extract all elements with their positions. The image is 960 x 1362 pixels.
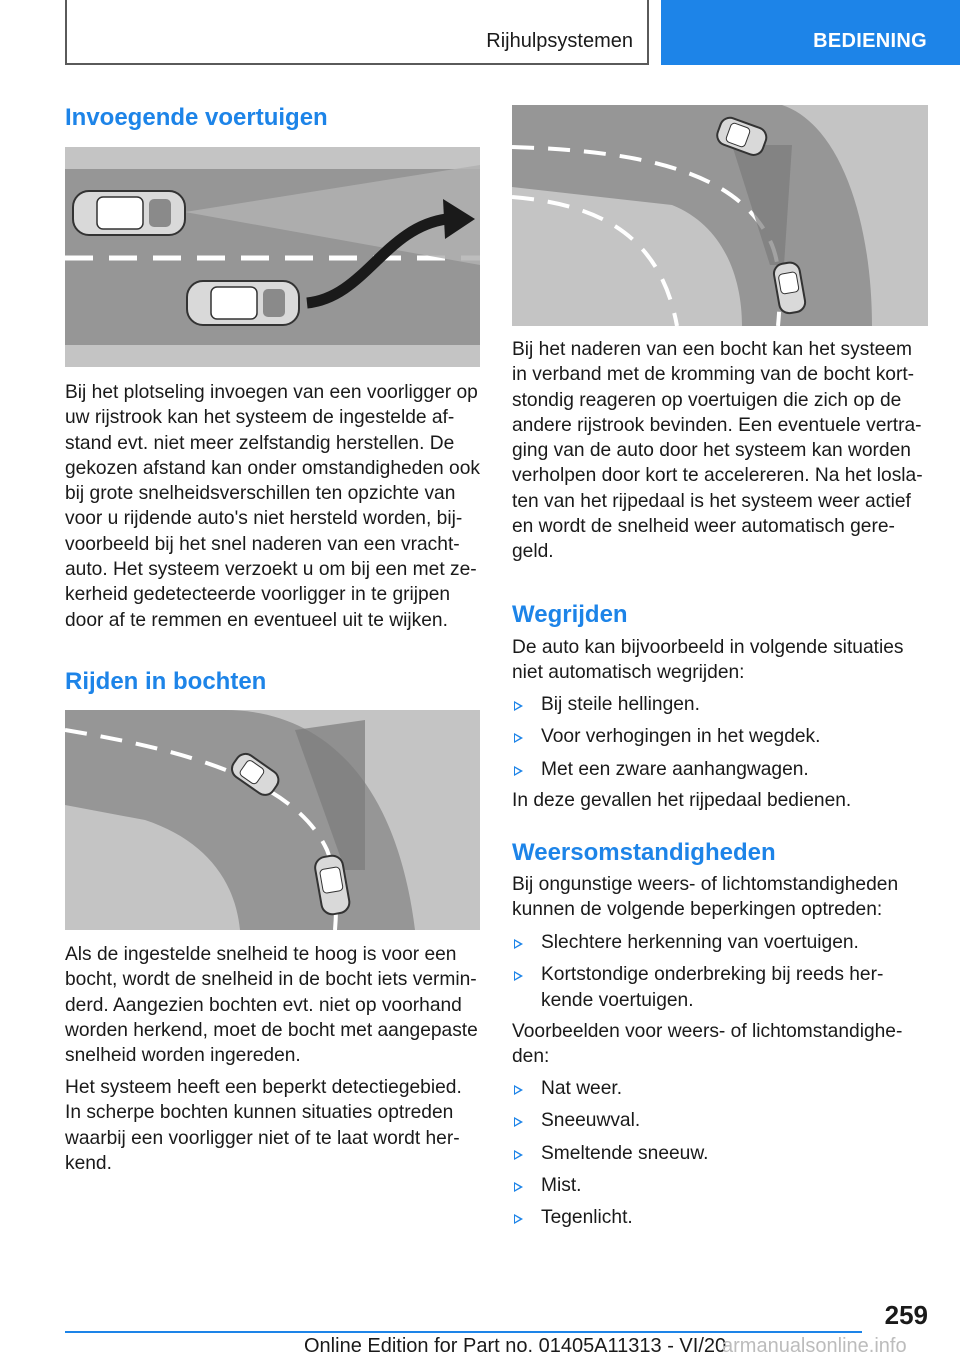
list-weather-limitations [512, 930, 883, 1020]
paragraph-weersomstandigheden [512, 872, 898, 923]
list-item [512, 692, 820, 717]
curve-illustration [65, 710, 480, 930]
heading-wegrijden: Wegrijden [512, 601, 628, 628]
line: Het systeem heeft een beperkt detectiegebied. [65, 1077, 462, 1098]
list-item [512, 1173, 708, 1198]
list-item [512, 1141, 708, 1166]
paragraph-wegrijden [512, 635, 903, 686]
line: gekozen afstand kan onder omstandigheden ook [65, 457, 480, 479]
line: door af te remmen en eventueel uit te wijken. [65, 609, 448, 631]
list-item-text: Voor verhogingen in het wegdek. [541, 726, 821, 748]
list-item [512, 930, 883, 955]
line: De auto kan bijvoorbeeld in volgende situaties [512, 637, 904, 658]
list-weather-examples [512, 1076, 708, 1237]
curve-other-lane-illustration [512, 105, 928, 326]
paragraph-voorbeelden [512, 1019, 902, 1070]
figure-curve-driving [65, 710, 480, 930]
line: ging van de auto door het systeem kan worden [512, 440, 911, 462]
line: andere rijstrook bevinden. Een eventuele vertra‐ [512, 414, 922, 436]
bullet-triangle-icon [514, 1117, 523, 1127]
section-title: Rijhulpsystemen [486, 30, 633, 52]
bullet-triangle-icon [514, 1085, 523, 1095]
line: auto. Het systeem verzoekt u om bij een met ze‐ [65, 559, 477, 581]
paragraph-other-lane [512, 337, 923, 565]
line: in verband met de kromming van de bocht kort‐ [512, 364, 915, 386]
footer-watermark: armanualsonline.info [722, 1335, 907, 1357]
paragraph-rijpedaal [512, 788, 851, 813]
line: snelheid worden ingereden. [65, 1045, 301, 1067]
line: In scherpe bochten kunnen situaties optreden [65, 1102, 454, 1124]
footer-edition-text: Online Edition for Part no. 01405A11313 - VI/20 [304, 1335, 727, 1357]
list-item-text: Slechtere herkenning van voertuigen. [541, 932, 859, 953]
running-header-chapter-tab [661, 0, 960, 65]
list-item-text: Kortstondige onderbreking bij reeds her‐ kende voertuigen. [541, 964, 884, 1011]
heading-weersomstandigheden: Weersomstandigheden [512, 839, 776, 866]
bullet-triangle-icon [514, 1150, 523, 1160]
paragraph-curve-speed [65, 942, 478, 1068]
bullet-triangle-icon [514, 701, 523, 711]
line: waarbij een voorligger niet of te laat wordt her‐ [65, 1127, 460, 1149]
footer-divider [65, 1331, 862, 1333]
line: ten van het rijpedaal is het systeem weer actief [512, 490, 911, 512]
line: kerheid gedetecteerde voorligger in te grijpen [65, 584, 451, 606]
line: Als de ingestelde snelheid te hoog is voor een [65, 944, 457, 965]
list-item [512, 1076, 708, 1101]
list-wegrijden-situations [512, 692, 820, 789]
line: Voorbeelden voor weers- of lichtomstandighe‐ [512, 1021, 903, 1042]
list-item [512, 1108, 708, 1133]
car-front-icon [73, 191, 185, 235]
line: kend. [65, 1152, 112, 1174]
line: uw rijstrook kan het systeem de ingestelde af‐ [65, 407, 455, 429]
heading-rijden-in-bochten: Rijden in bochten [65, 668, 267, 695]
line: Bij ongunstige weers- of lichtomstandigheden [512, 874, 899, 895]
paragraph-detection-range [65, 1075, 462, 1176]
bullet-triangle-icon [514, 1182, 523, 1192]
list-item-text: Sneeuwval. [541, 1110, 641, 1132]
line: voorbeeld bij het snel naderen van een vracht‐ [65, 533, 460, 555]
line: den: [512, 1046, 550, 1068]
bullet-triangle-icon [514, 766, 523, 776]
car-own-icon [187, 281, 299, 325]
list-item-text: Bij steile hellingen. [541, 694, 700, 715]
list-item-text: Tegenlicht. [541, 1207, 633, 1229]
line: worden herkend, moet de bocht met aangepaste [65, 1019, 478, 1041]
line: bij grote snelheidsverschillen ten opzichte van [65, 483, 456, 505]
list-item-text: Mist. [541, 1174, 582, 1196]
line: derd. Aangezien bochten evt. niet op voorhand [65, 994, 462, 1016]
line: Bij het plotseling invoegen van een voorligger op [65, 382, 478, 403]
list-item [512, 1205, 708, 1230]
bullet-triangle-icon [514, 1214, 523, 1224]
line: stand evt. niet meer zelfstandig herstellen. De [65, 432, 455, 454]
list-item-text: Smeltende sneeuw. [541, 1142, 709, 1164]
line: niet automatisch wegrijden: [512, 662, 745, 684]
line: Bij het naderen van een bocht kan het systeem [512, 339, 912, 360]
line: In deze gevallen het rijpedaal bedienen. [512, 790, 852, 811]
list-item [512, 962, 883, 1013]
list-item [512, 724, 820, 749]
line: kunnen de volgende beperkingen optreden: [512, 899, 883, 921]
bullet-triangle-icon [514, 733, 523, 743]
list-item [512, 757, 820, 782]
running-header-section [65, 0, 649, 65]
chapter-title: BEDIENING [813, 30, 927, 52]
figure-cut-in-vehicle [65, 147, 480, 367]
page-number: 259 [884, 1300, 928, 1330]
line: en wordt de snelheid weer automatisch gere‐ [512, 516, 895, 538]
bullet-triangle-icon [514, 971, 523, 981]
line: stondig reageren op voertuigen die zich op de [512, 389, 902, 411]
line: geld. [512, 541, 554, 563]
cut-in-illustration [65, 147, 480, 367]
line: voor u rijdende auto's niet hersteld worden, bij‐ [65, 508, 463, 530]
line: bocht, wordt de snelheid in de bocht iets vermin‐ [65, 969, 477, 991]
heading-invoegende-voertuigen: Invoegende voertuigen [65, 104, 328, 131]
figure-curve-other-lane [512, 105, 928, 326]
line: verholpen door kort te accelereren. Na het losla‐ [512, 465, 923, 487]
list-item-text: Met een zware aanhangwagen. [541, 758, 809, 780]
paragraph-cut-in [65, 380, 480, 633]
list-item-text: Nat weer. [541, 1078, 623, 1099]
bullet-triangle-icon [514, 939, 523, 949]
